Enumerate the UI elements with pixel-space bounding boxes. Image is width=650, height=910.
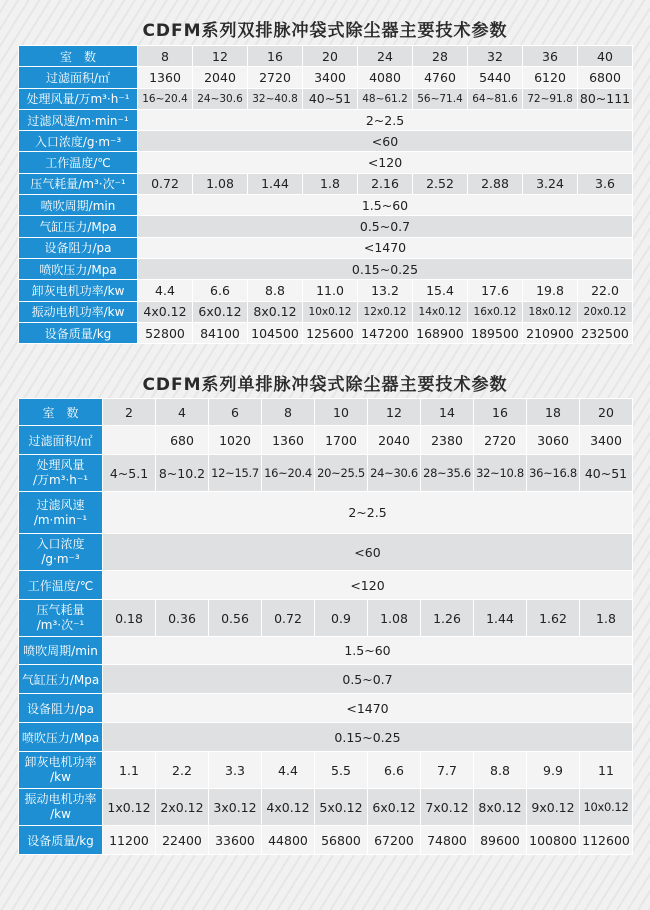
value-cell: 20 bbox=[580, 399, 633, 426]
table2-title: CDFM系列单排脉冲袋式除尘器主要技术参数 bbox=[142, 375, 508, 395]
row-label: 喷吹压力/Mpa bbox=[19, 258, 138, 279]
value-cell: 22.0 bbox=[578, 280, 633, 301]
value-cell: 2040 bbox=[368, 426, 421, 455]
value-cell: 104500 bbox=[248, 322, 303, 343]
row-label: 压气耗量 /m³·次⁻¹ bbox=[19, 600, 103, 637]
value-cell: 11 bbox=[580, 752, 633, 789]
table-row bbox=[19, 280, 633, 301]
value-cell: 11200 bbox=[103, 826, 156, 855]
merged-value-cell: <60 bbox=[138, 131, 633, 152]
value-cell bbox=[103, 426, 156, 455]
value-cell: 2380 bbox=[421, 426, 474, 455]
value-cell: 16x0.12 bbox=[468, 301, 523, 322]
merged-value-cell: <1470 bbox=[103, 694, 633, 723]
row-label: 过滤面积/㎡ bbox=[19, 426, 103, 455]
table-row bbox=[19, 571, 633, 600]
value-cell: 14 bbox=[421, 399, 474, 426]
value-cell: 20 bbox=[303, 46, 358, 67]
value-cell: 24~30.6 bbox=[368, 455, 421, 492]
value-cell: 1.1 bbox=[103, 752, 156, 789]
row-label: 设备阻力/pa bbox=[19, 694, 103, 723]
table-row bbox=[19, 88, 633, 109]
value-cell: 0.72 bbox=[138, 173, 193, 194]
value-cell: 1.44 bbox=[248, 173, 303, 194]
value-cell: 36 bbox=[523, 46, 578, 67]
double-row-spec-table bbox=[18, 45, 633, 344]
row-label: 压气耗量/m³·次⁻¹ bbox=[19, 173, 138, 194]
value-cell: 1.44 bbox=[474, 600, 527, 637]
table-row bbox=[19, 173, 633, 194]
value-cell: 6800 bbox=[578, 67, 633, 88]
row-label: 卸灰电机功率/kw bbox=[19, 280, 138, 301]
table-row bbox=[19, 492, 633, 534]
row-label: 过滤风速/m·min⁻¹ bbox=[19, 109, 138, 130]
value-cell: 56~71.4 bbox=[413, 88, 468, 109]
value-cell: 4x0.12 bbox=[138, 301, 193, 322]
value-cell: 680 bbox=[156, 426, 209, 455]
value-cell: 1.62 bbox=[527, 600, 580, 637]
merged-value-cell: <120 bbox=[138, 152, 633, 173]
value-cell: 2.52 bbox=[413, 173, 468, 194]
table-row bbox=[19, 216, 633, 237]
table-row bbox=[19, 46, 633, 67]
table-row bbox=[19, 237, 633, 258]
merged-value-cell: 1.5~60 bbox=[103, 637, 633, 665]
value-cell: 6120 bbox=[523, 67, 578, 88]
value-cell: 1x0.12 bbox=[103, 789, 156, 826]
table-row bbox=[19, 109, 633, 130]
table-row bbox=[19, 637, 633, 665]
table-row bbox=[19, 195, 633, 216]
table-row bbox=[19, 455, 633, 492]
value-cell: 4.4 bbox=[138, 280, 193, 301]
merged-value-cell: 2~2.5 bbox=[103, 492, 633, 534]
value-cell: 40 bbox=[578, 46, 633, 67]
value-cell: 0.56 bbox=[209, 600, 262, 637]
value-cell: 0.9 bbox=[315, 600, 368, 637]
value-cell: 168900 bbox=[413, 322, 468, 343]
value-cell: 74800 bbox=[421, 826, 474, 855]
value-cell: 12~15.7 bbox=[209, 455, 262, 492]
row-label: 处理风量 /万m³·h⁻¹ bbox=[19, 455, 103, 492]
value-cell: 33600 bbox=[209, 826, 262, 855]
row-label: 入口浓度/g·m⁻³ bbox=[19, 131, 138, 152]
value-cell: 40~51 bbox=[303, 88, 358, 109]
value-cell: 2.2 bbox=[156, 752, 209, 789]
table-row bbox=[19, 258, 633, 279]
value-cell: 84100 bbox=[193, 322, 248, 343]
value-cell: 19.8 bbox=[523, 280, 578, 301]
value-cell: 15.4 bbox=[413, 280, 468, 301]
value-cell: 32 bbox=[468, 46, 523, 67]
value-cell: 4080 bbox=[358, 67, 413, 88]
value-cell: 20~25.5 bbox=[315, 455, 368, 492]
value-cell: 8 bbox=[138, 46, 193, 67]
value-cell: 16~20.4 bbox=[262, 455, 315, 492]
value-cell: 72~91.8 bbox=[523, 88, 578, 109]
value-cell: 1020 bbox=[209, 426, 262, 455]
value-cell: 1360 bbox=[138, 67, 193, 88]
value-cell: 100800 bbox=[527, 826, 580, 855]
value-cell: 5x0.12 bbox=[315, 789, 368, 826]
value-cell: 14x0.12 bbox=[413, 301, 468, 322]
row-label: 工作温度/℃ bbox=[19, 571, 103, 600]
merged-value-cell: 0.5~0.7 bbox=[103, 665, 633, 694]
value-cell: 12 bbox=[193, 46, 248, 67]
value-cell: 36~16.8 bbox=[527, 455, 580, 492]
value-cell: 22400 bbox=[156, 826, 209, 855]
value-cell: 0.36 bbox=[156, 600, 209, 637]
value-cell: 67200 bbox=[368, 826, 421, 855]
value-cell: 28~35.6 bbox=[421, 455, 474, 492]
table-row bbox=[19, 426, 633, 455]
value-cell: 28 bbox=[413, 46, 468, 67]
value-cell: 52800 bbox=[138, 322, 193, 343]
value-cell: 5440 bbox=[468, 67, 523, 88]
value-cell: 7.7 bbox=[421, 752, 474, 789]
value-cell: 16 bbox=[474, 399, 527, 426]
table-row bbox=[19, 600, 633, 637]
value-cell: 189500 bbox=[468, 322, 523, 343]
value-cell: 18x0.12 bbox=[523, 301, 578, 322]
value-cell: 8.8 bbox=[248, 280, 303, 301]
merged-value-cell: 0.15~0.25 bbox=[103, 723, 633, 752]
value-cell: 12x0.12 bbox=[358, 301, 413, 322]
value-cell: 80~111 bbox=[578, 88, 633, 109]
value-cell: 44800 bbox=[262, 826, 315, 855]
value-cell: 112600 bbox=[580, 826, 633, 855]
value-cell: 20x0.12 bbox=[578, 301, 633, 322]
value-cell: 89600 bbox=[474, 826, 527, 855]
value-cell: 3x0.12 bbox=[209, 789, 262, 826]
value-cell: 2040 bbox=[193, 67, 248, 88]
value-cell: 6 bbox=[209, 399, 262, 426]
table-row bbox=[19, 534, 633, 571]
value-cell: 3400 bbox=[303, 67, 358, 88]
value-cell: 232500 bbox=[578, 322, 633, 343]
value-cell: 8x0.12 bbox=[474, 789, 527, 826]
row-label: 设备质量/kg bbox=[19, 322, 138, 343]
row-label: 振动电机功率 /kw bbox=[19, 789, 103, 826]
value-cell: 4 bbox=[156, 399, 209, 426]
row-label: 室 数 bbox=[19, 46, 138, 67]
value-cell: 2 bbox=[103, 399, 156, 426]
value-cell: 1.8 bbox=[303, 173, 358, 194]
table-row bbox=[19, 67, 633, 88]
value-cell: 9x0.12 bbox=[527, 789, 580, 826]
table1-title: CDFM系列双排脉冲袋式除尘器主要技术参数 bbox=[142, 21, 508, 41]
merged-value-cell: 2~2.5 bbox=[138, 109, 633, 130]
value-cell: 125600 bbox=[303, 322, 358, 343]
value-cell: 3.24 bbox=[523, 173, 578, 194]
value-cell: 8x0.12 bbox=[248, 301, 303, 322]
row-label: 入口浓度 /g·m⁻³ bbox=[19, 534, 103, 571]
value-cell: 9.9 bbox=[527, 752, 580, 789]
table-row bbox=[19, 665, 633, 694]
merged-value-cell: 0.5~0.7 bbox=[138, 216, 633, 237]
value-cell: 3060 bbox=[527, 426, 580, 455]
row-label: 喷吹周期/min bbox=[19, 637, 103, 665]
value-cell: 147200 bbox=[358, 322, 413, 343]
value-cell: 2720 bbox=[248, 67, 303, 88]
table-row bbox=[19, 789, 633, 826]
merged-value-cell: <60 bbox=[103, 534, 633, 571]
value-cell: 17.6 bbox=[468, 280, 523, 301]
row-label: 振动电机功率/kw bbox=[19, 301, 138, 322]
value-cell: 1700 bbox=[315, 426, 368, 455]
value-cell: 56800 bbox=[315, 826, 368, 855]
value-cell: 11.0 bbox=[303, 280, 358, 301]
row-label: 设备阻力/pa bbox=[19, 237, 138, 258]
value-cell: 6x0.12 bbox=[193, 301, 248, 322]
table-row bbox=[19, 752, 633, 789]
value-cell: 3400 bbox=[580, 426, 633, 455]
value-cell: 13.2 bbox=[358, 280, 413, 301]
value-cell: 7x0.12 bbox=[421, 789, 474, 826]
row-label: 气缸压力/Mpa bbox=[19, 665, 103, 694]
merged-value-cell: 0.15~0.25 bbox=[138, 258, 633, 279]
row-label: 气缸压力/Mpa bbox=[19, 216, 138, 237]
value-cell: 1.26 bbox=[421, 600, 474, 637]
merged-value-cell: 1.5~60 bbox=[138, 195, 633, 216]
value-cell: 64~81.6 bbox=[468, 88, 523, 109]
value-cell: 2.16 bbox=[358, 173, 413, 194]
row-label: 过滤面积/㎡ bbox=[19, 67, 138, 88]
row-label: 设备质量/kg bbox=[19, 826, 103, 855]
value-cell: 210900 bbox=[523, 322, 578, 343]
value-cell: 40~51 bbox=[580, 455, 633, 492]
value-cell: 8 bbox=[262, 399, 315, 426]
table-row bbox=[19, 723, 633, 752]
value-cell: 2x0.12 bbox=[156, 789, 209, 826]
value-cell: 1360 bbox=[262, 426, 315, 455]
value-cell: 10 bbox=[315, 399, 368, 426]
value-cell: 4~5.1 bbox=[103, 455, 156, 492]
value-cell: 6x0.12 bbox=[368, 789, 421, 826]
row-label: 处理风量/万m³·h⁻¹ bbox=[19, 88, 138, 109]
value-cell: 4760 bbox=[413, 67, 468, 88]
value-cell: 1.8 bbox=[580, 600, 633, 637]
value-cell: 10x0.12 bbox=[580, 789, 633, 826]
value-cell: 2.88 bbox=[468, 173, 523, 194]
row-label: 卸灰电机功率 /kw bbox=[19, 752, 103, 789]
value-cell: 24~30.6 bbox=[193, 88, 248, 109]
table-row bbox=[19, 322, 633, 343]
value-cell: 48~61.2 bbox=[358, 88, 413, 109]
value-cell: 32~40.8 bbox=[248, 88, 303, 109]
row-label: 工作温度/℃ bbox=[19, 152, 138, 173]
value-cell: 12 bbox=[368, 399, 421, 426]
table-row bbox=[19, 399, 633, 426]
single-row-spec-table bbox=[18, 398, 633, 855]
table-row bbox=[19, 131, 633, 152]
value-cell: 0.18 bbox=[103, 600, 156, 637]
value-cell: 2720 bbox=[474, 426, 527, 455]
value-cell: 18 bbox=[527, 399, 580, 426]
value-cell: 6.6 bbox=[193, 280, 248, 301]
value-cell: 8~10.2 bbox=[156, 455, 209, 492]
value-cell: 5.5 bbox=[315, 752, 368, 789]
row-label: 室 数 bbox=[19, 399, 103, 426]
table-row bbox=[19, 152, 633, 173]
value-cell: 32~10.8 bbox=[474, 455, 527, 492]
value-cell: 1.08 bbox=[193, 173, 248, 194]
merged-value-cell: <120 bbox=[103, 571, 633, 600]
value-cell: 6.6 bbox=[368, 752, 421, 789]
row-label: 过滤风速 /m·min⁻¹ bbox=[19, 492, 103, 534]
merged-value-cell: <1470 bbox=[138, 237, 633, 258]
table-row bbox=[19, 694, 633, 723]
table-row bbox=[19, 301, 633, 322]
value-cell: 4x0.12 bbox=[262, 789, 315, 826]
value-cell: 3.6 bbox=[578, 173, 633, 194]
value-cell: 24 bbox=[358, 46, 413, 67]
value-cell: 4.4 bbox=[262, 752, 315, 789]
table-row bbox=[19, 826, 633, 855]
value-cell: 8.8 bbox=[474, 752, 527, 789]
value-cell: 3.3 bbox=[209, 752, 262, 789]
value-cell: 16 bbox=[248, 46, 303, 67]
value-cell: 10x0.12 bbox=[303, 301, 358, 322]
row-label: 喷吹周期/min bbox=[19, 195, 138, 216]
value-cell: 0.72 bbox=[262, 600, 315, 637]
value-cell: 1.08 bbox=[368, 600, 421, 637]
row-label: 喷吹压力/Mpa bbox=[19, 723, 103, 752]
value-cell: 16~20.4 bbox=[138, 88, 193, 109]
